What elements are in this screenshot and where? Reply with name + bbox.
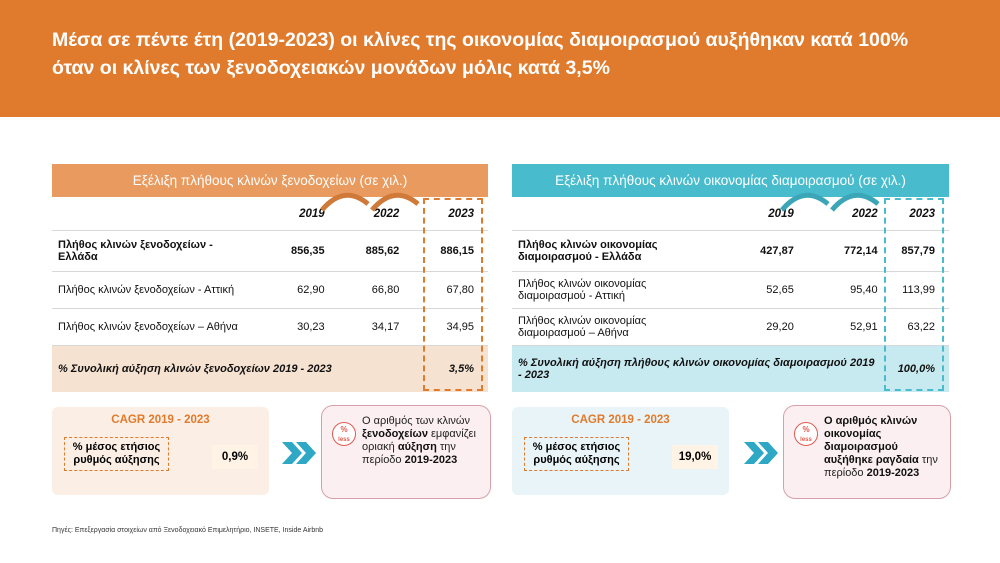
table-cell: 67,80 xyxy=(413,272,488,309)
year-header: 2023 xyxy=(448,207,474,220)
row-label: Πλήθος κλινών ξενοδοχείων – Αθήνα xyxy=(52,309,264,346)
row-label: Πλήθος κλινών οικονομίας διαμοιρασμού – Αθήνα xyxy=(512,309,724,346)
total-row xyxy=(52,346,488,393)
row-label: Πλήθος κλινών οικονομίας διαμοιρασμού - Αττική xyxy=(512,272,724,309)
table-cell: 52,91 xyxy=(808,309,892,346)
hotel-note-box xyxy=(321,405,491,499)
hotel-beds-table xyxy=(52,197,488,392)
row-label: Πλήθος κλινών ξενοδοχείων - Ελλάδα xyxy=(52,231,264,272)
table-row xyxy=(52,231,488,272)
table-cell: 34,95 xyxy=(413,309,488,346)
header-banner xyxy=(0,0,1000,117)
total-label: % Συνολική αύξηση κλινών ξενοδοχείων 2019 - 2023 xyxy=(52,346,413,393)
percent-down-icon: % less xyxy=(332,422,356,446)
total-label: % Συνολική αύξηση πλήθους κλινών οικονομίας διαμοιρασμού 2019 - 2023 xyxy=(512,346,892,393)
cagr-title: CAGR 2019 - 2023 xyxy=(111,414,210,426)
table-row xyxy=(52,272,488,309)
table-row xyxy=(512,272,949,309)
year-header: 2019 xyxy=(299,207,325,220)
table-cell: 856,35 xyxy=(264,231,339,272)
source-note: Πηγές: Επεξεργασία στοιχείων από Ξενοδοχειακό Επιμελητήριο, INSETE, Inside Airbnb xyxy=(52,527,324,534)
sharing-note-box xyxy=(783,405,951,499)
table-cell: 886,15 xyxy=(413,231,488,272)
note-text: Ο αριθμός κλινών οικονομίας διαμοιρασμού αυξήθηκε ραγδαία την περίοδο 2019-2023 xyxy=(824,415,938,479)
year-header: 2022 xyxy=(852,207,878,220)
cagr-label: % μέσος ετήσιος ρυθμός αύξησης xyxy=(64,437,169,471)
table-cell: 63,22 xyxy=(892,309,949,346)
table-header-row xyxy=(52,197,488,231)
cagr-value: 0,9% xyxy=(212,445,258,469)
table-row xyxy=(512,309,949,346)
hotel-beds-panel xyxy=(52,164,488,392)
hotel-beds-panel-title: Εξέλιξη πλήθους κλινών ξενοδοχείων (σε χιλ.) xyxy=(52,164,488,197)
row-label: Πλήθος κλινών οικονομίας διαμοιρασμού - Ελλάδα xyxy=(512,231,724,272)
table-row xyxy=(512,231,949,272)
total-row xyxy=(512,346,949,393)
note-text: Ο αριθμός των κλινών ξενοδοχείων εμφανίζει οριακή αύξηση την περίοδο 2019-2023 xyxy=(362,415,476,466)
table-cell: 34,17 xyxy=(339,309,414,346)
table-cell: 772,14 xyxy=(808,231,892,272)
table-cell: 95,40 xyxy=(808,272,892,309)
page-title: Μέσα σε πέντε έτη (2019-2023) οι κλίνες της οικονομίας διαμοιρασμού αυξήθηκαν κατά 100% όταν οι κλίνες των ξενοδοχειακών μονάδων μόλις κατά 3,5% xyxy=(52,29,909,79)
percent-up-icon: % less xyxy=(794,422,818,446)
sharing-cagr-box xyxy=(512,407,729,495)
table-cell: 427,87 xyxy=(724,231,808,272)
table-header-row xyxy=(512,197,949,231)
table-cell: 113,99 xyxy=(892,272,949,309)
cagr-title: CAGR 2019 - 2023 xyxy=(571,414,670,426)
row-label: Πλήθος κλινών ξενοδοχείων - Αττική xyxy=(52,272,264,309)
table-cell: 29,20 xyxy=(724,309,808,346)
table-cell: 66,80 xyxy=(339,272,414,309)
total-value: 100,0% xyxy=(892,346,949,393)
table-cell: 857,79 xyxy=(892,231,949,272)
year-header: 2023 xyxy=(909,207,935,220)
table-cell: 62,90 xyxy=(264,272,339,309)
table-cell: 52,65 xyxy=(724,272,808,309)
table-cell: 30,23 xyxy=(264,309,339,346)
table-cell: 885,62 xyxy=(339,231,414,272)
cagr-value: 19,0% xyxy=(672,445,718,469)
sharing-beds-table xyxy=(512,197,949,392)
hotel-cagr-box xyxy=(52,407,269,495)
cagr-label: % μέσος ετήσιος ρυθμός αύξησης xyxy=(524,437,629,471)
year-header: 2022 xyxy=(373,207,400,220)
sharing-beds-panel-title: Εξέλιξη πλήθους κλινών οικονομίας διαμοιρασμού (σε χιλ.) xyxy=(512,164,949,197)
sharing-beds-panel xyxy=(512,164,949,392)
total-value: 3,5% xyxy=(413,346,488,393)
year-header: 2019 xyxy=(768,207,794,220)
table-row xyxy=(52,309,488,346)
